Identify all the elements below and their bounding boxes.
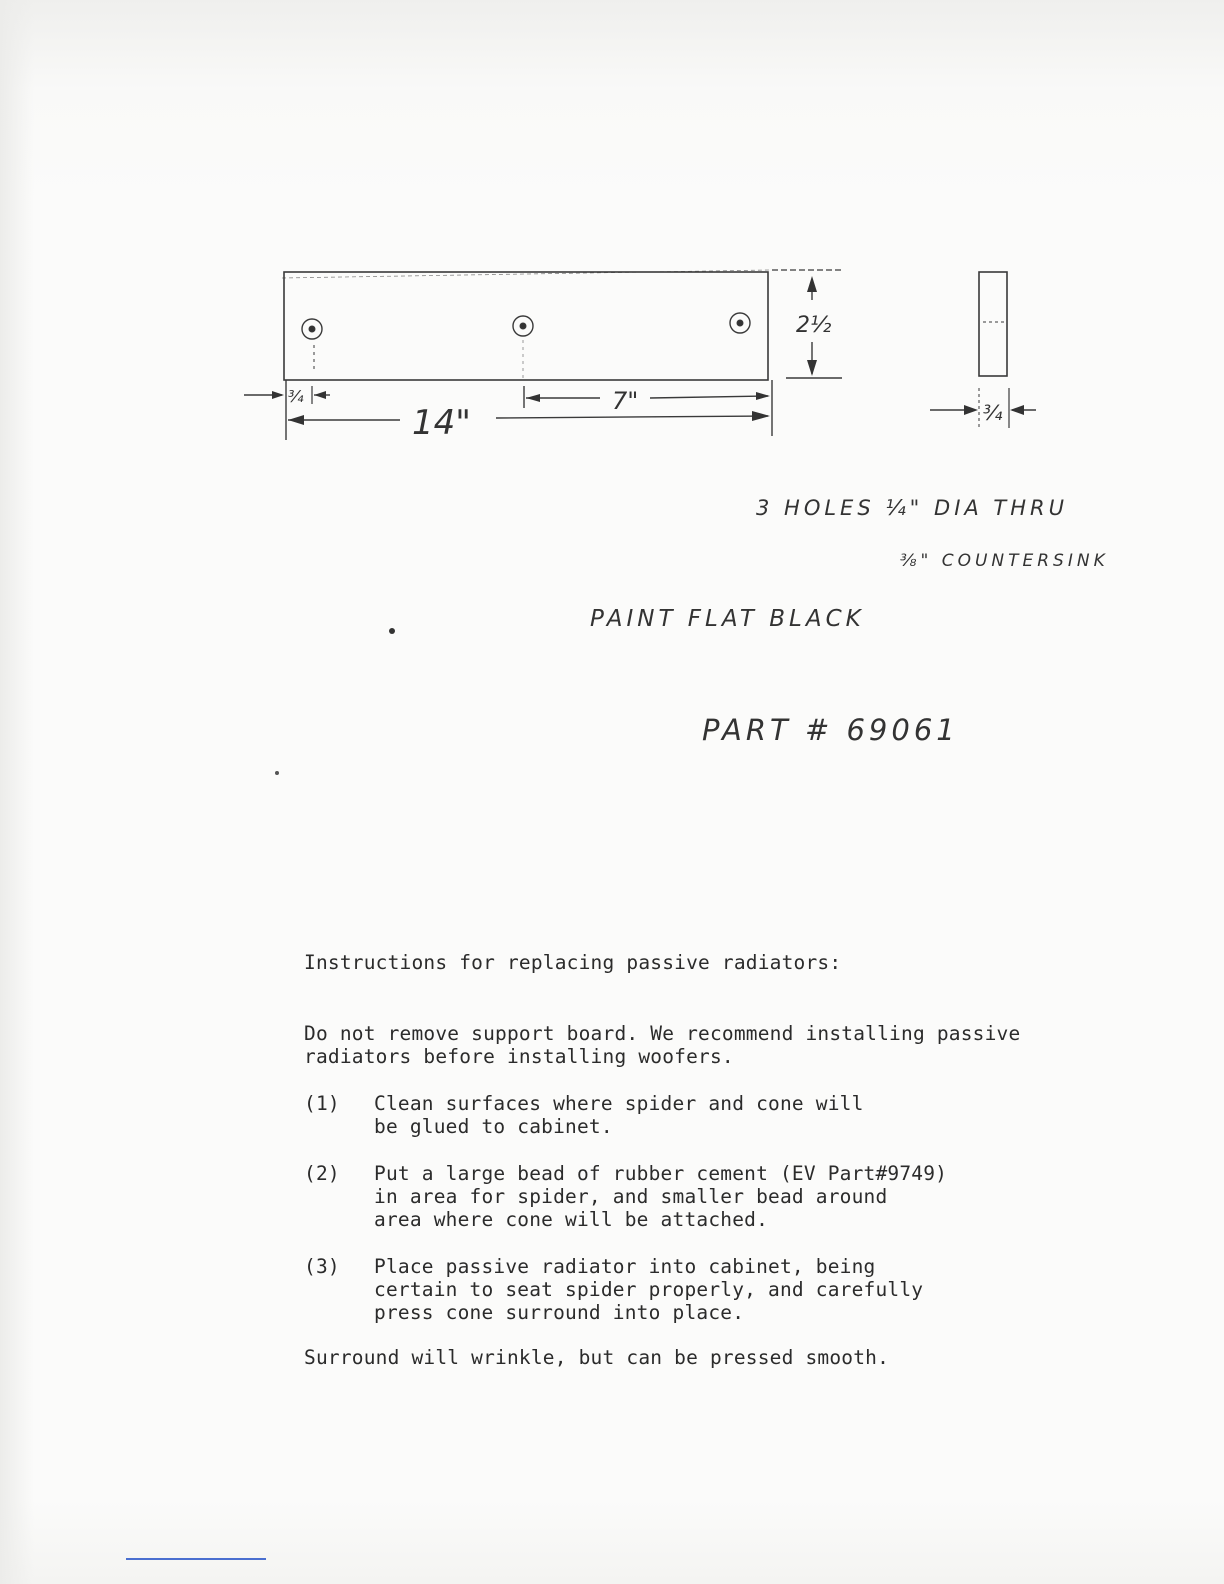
- instructions-heading: Instructions for replacing passive radiators:: [304, 951, 842, 974]
- part-number: PART # 69061: [702, 713, 959, 747]
- step-number: (2): [304, 1162, 340, 1185]
- speck-dot: [275, 771, 279, 775]
- hole-spacing-label: 7": [612, 387, 639, 415]
- step-3: [304, 1255, 1124, 1324]
- closing-note: Surround will wrinkle, but can be pressed smooth.: [304, 1346, 890, 1369]
- side-outline: [979, 272, 1007, 376]
- speck-dot: [389, 628, 395, 634]
- instructions-section: [304, 951, 1124, 1369]
- hole-right: [730, 313, 750, 333]
- step-number: (3): [304, 1255, 340, 1278]
- width-label: 14": [412, 403, 471, 443]
- paint-note: PAINT FLAT BLACK: [590, 606, 865, 632]
- step-text: Put a large bead of rubber cement (EV Part#9749) in area for spider, and smaller bead around area where cone will be attached.: [374, 1162, 948, 1231]
- instructions-intro: Do not remove support board. We recommend installing passive radiators before installing woofers.: [304, 1022, 1021, 1068]
- step-1: [304, 1092, 1124, 1138]
- step-2: [304, 1162, 1124, 1231]
- holes-note: 3 HOLES ¼" DIA THRU: [756, 496, 1069, 520]
- hole-left: [302, 319, 322, 339]
- edge-offset-label: ¾: [288, 387, 304, 406]
- height-label: 2½: [796, 313, 832, 338]
- step-number: (1): [304, 1092, 340, 1115]
- countersink-note: ⅜" COUNTERSINK: [900, 551, 1109, 571]
- thickness-label: ¾: [983, 401, 1003, 425]
- hole-center: [513, 316, 533, 336]
- step-text: Place passive radiator into cabinet, being certain to seat spider properly, and carefully press cone surround into place.: [374, 1255, 924, 1324]
- front-view: [244, 270, 842, 440]
- step-text: Clean surfaces where spider and cone will be glued to cabinet.: [374, 1092, 864, 1138]
- footer-rule: [126, 1558, 266, 1560]
